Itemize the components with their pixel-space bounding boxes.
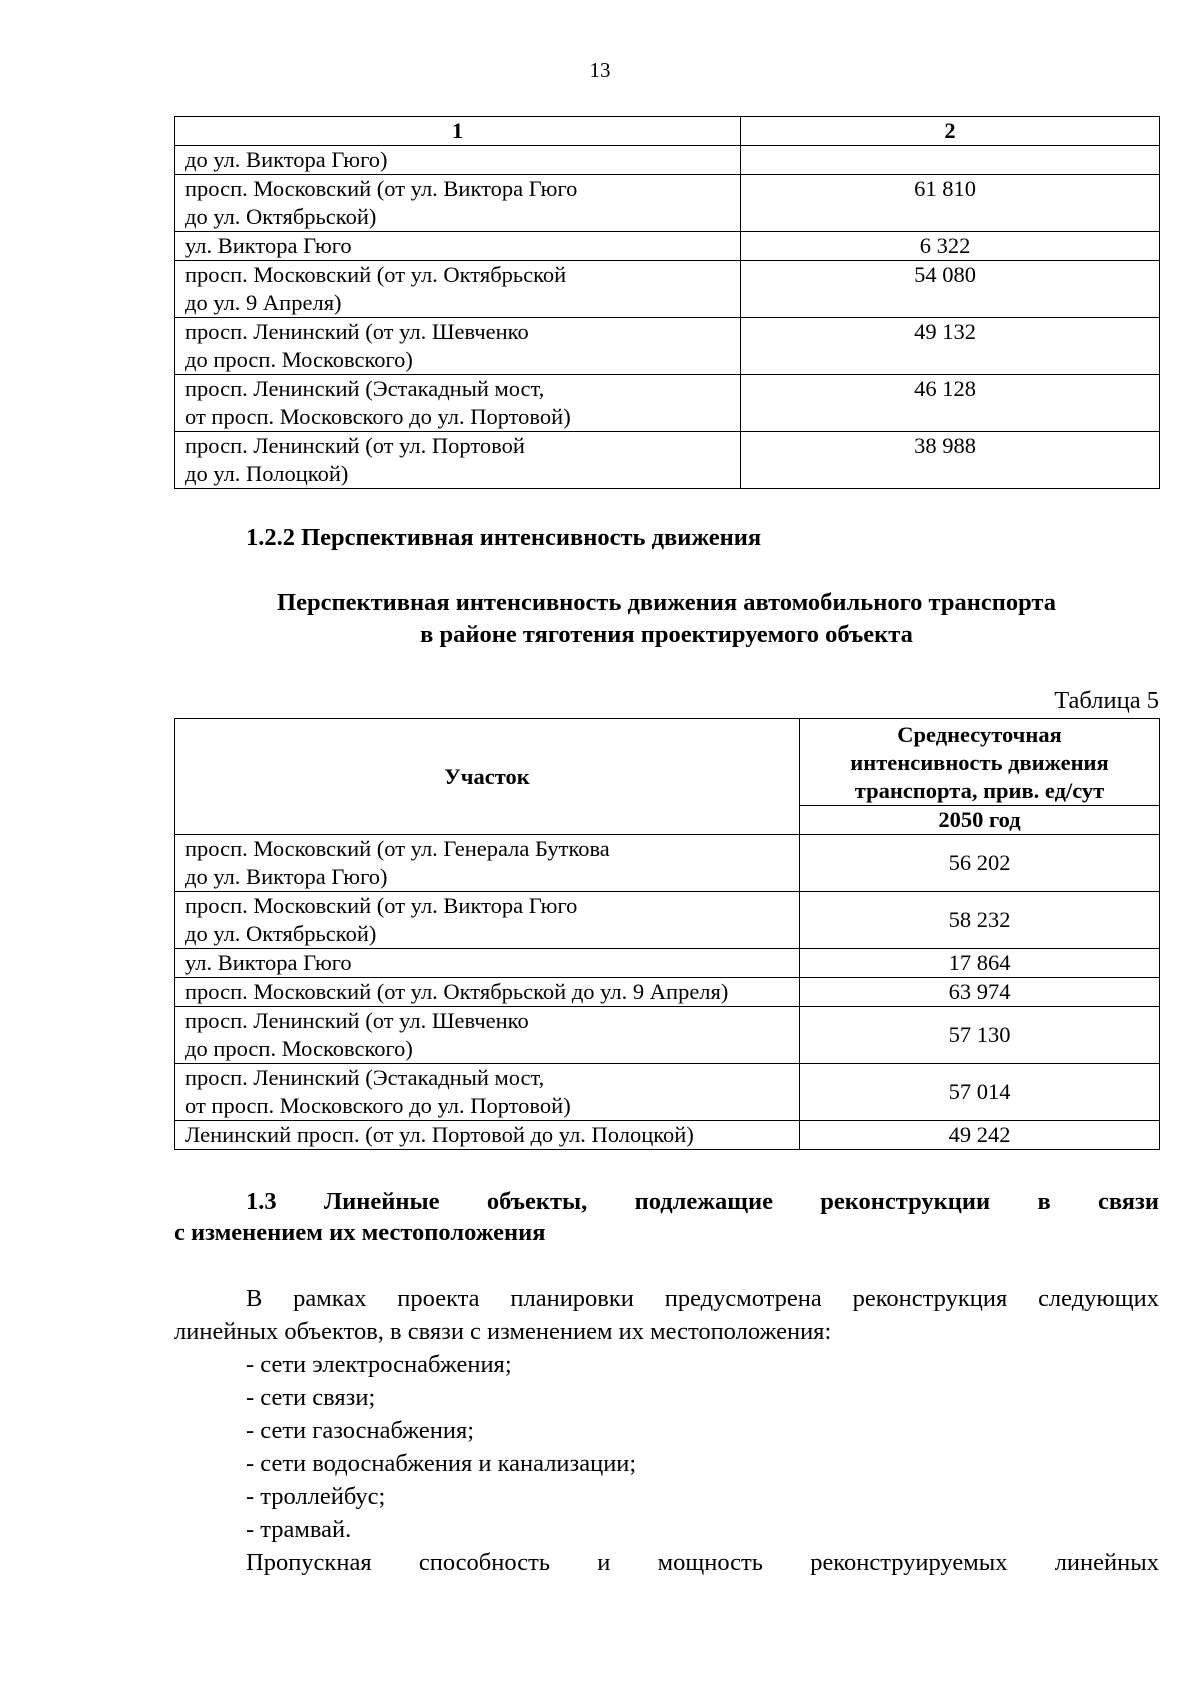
cell-section-name [175,949,800,978]
cell-intensity-value: 46 128 [741,375,1160,432]
cell-intensity-value: 6 322 [741,232,1160,261]
cell-line: просп. Московский (от ул. Виктора Гюго [185,176,578,201]
column-header: 1 [175,117,741,146]
cell-intensity-value: 58 232 [800,892,1160,949]
table-row [175,146,1160,175]
header-line: транспорта, прив. ед/сут [854,778,1105,803]
cell-line: Ленинский просп. (от ул. Портовой до ул. Полоцкой) [185,1122,694,1147]
cell-section-name [175,1121,800,1150]
word: способность [418,1549,550,1576]
table-row [175,318,1160,375]
word: следующих [1038,1285,1159,1312]
cell-section-name [175,432,741,489]
header-line: интенсивность движения [850,750,1109,775]
heading-line [174,1186,1159,1217]
table-row [175,1007,1160,1064]
table-row [175,949,1160,978]
cell-line: до ул. Октябрьской) [185,921,377,946]
cell-line: ул. Виктора Гюго [185,233,352,258]
paragraph [174,1282,1159,1348]
word: 1.3 [246,1188,277,1215]
cell-intensity-value: 49 242 [800,1121,1160,1150]
list-item: - сети газоснабжения; [246,1417,475,1444]
heading-line: с изменением их местоположения [174,1219,546,1246]
column-header-year: 2050 год [800,806,1160,835]
table-row [175,375,1160,432]
column-header-section: Участок [175,719,800,835]
column-header-intensity [800,719,1160,806]
word: подлежащие [634,1188,773,1215]
cell-intensity-value: 49 132 [741,318,1160,375]
paragraph-line [174,1282,1159,1315]
cell-line: до ул. Октябрьской) [185,204,377,229]
section-heading-1-3 [174,1186,1159,1248]
cell-section-name [175,978,800,1007]
paragraph-line: линейных объектов, в связи с изменением их местоположения: [174,1318,832,1345]
section-heading-1-2-2: 1.2.2 Перспективная интенсивность движения [246,524,762,551]
list-item: - сети водоснабжения и канализации; [246,1450,637,1477]
cell-section-name [175,1064,800,1121]
cell-intensity-value: 61 810 [741,175,1160,232]
word: связи [1097,1188,1159,1215]
table-row [175,1064,1160,1121]
cell-line: просп. Ленинский (Эстакадный мост, [185,1065,545,1090]
list-item: - сети электроснабжения; [246,1351,512,1378]
table-row [175,892,1160,949]
table-title-line: в районе тяготения проектируемого объекта [420,621,913,648]
cell-section-name [175,375,741,432]
cell-section-name [175,146,741,175]
cell-line: просп. Ленинский (от ул. Шевченко [185,319,529,344]
paragraph-last-line [246,1546,1159,1579]
cell-line: просп. Московский (от ул. Октябрьской до ул. 9 Апреля) [185,979,729,1004]
table-header-row [175,719,1160,806]
table-row [175,432,1160,489]
column-header: 2 [741,117,1160,146]
table-row [175,261,1160,318]
cell-section-name [175,261,741,318]
cell-intensity-value: 54 080 [741,261,1160,318]
table-row [175,978,1160,1007]
word: и [597,1549,611,1576]
cell-line: до ул. 9 Апреля) [185,290,342,315]
page-number: 13 [589,58,611,82]
cell-intensity-value: 56 202 [800,835,1160,892]
cell-line: от просп. Московского до ул. Портовой) [185,1093,571,1118]
cell-line: до просп. Московского) [185,1036,413,1061]
cell-line: просп. Ленинский (от ул. Шевченко [185,1008,529,1033]
table-title-line: Перспективная интенсивность движения автомобильного транспорта [277,589,1056,616]
table-row [175,1121,1160,1150]
word: реконструируемых [810,1549,1008,1576]
list-item: - трамвай. [246,1516,352,1543]
cell-line: до ул. Виктора Гюго) [185,864,388,889]
cell-intensity-value: 38 988 [741,432,1160,489]
word: предусмотрена [664,1285,822,1312]
word: проекта [397,1285,480,1312]
cell-line: до просп. Московского) [185,347,413,372]
cell-line: просп. Ленинский (от ул. Портовой [185,433,525,458]
traffic-table-forecast [174,718,1160,1150]
word: планировки [510,1285,634,1312]
word: мощность [657,1549,763,1576]
word: в [1037,1188,1051,1215]
table-row [175,175,1160,232]
cell-section-name [175,835,800,892]
cell-line: просп. Московский (от ул. Виктора Гюго [185,893,578,918]
table-number-label: Таблица 5 [1054,687,1159,714]
cell-line: ул. Виктора Гюго [185,950,352,975]
word: Линейные [323,1188,440,1215]
word: реконструкция [852,1285,1008,1312]
cell-intensity-value: 63 974 [800,978,1160,1007]
word: рамках [293,1285,367,1312]
word: линейных [1054,1549,1159,1576]
cell-intensity-value: 57 014 [800,1064,1160,1121]
word: объекты, [486,1188,588,1215]
word: Пропускная [246,1549,372,1576]
list-item: - троллейбус; [246,1483,386,1510]
cell-section-name [175,175,741,232]
table-row [175,232,1160,261]
cell-line: просп. Ленинский (Эстакадный мост, [185,376,545,401]
network-list [246,1348,1146,1546]
cell-line: от просп. Московского до ул. Портовой) [185,404,571,429]
cell-section-name [175,318,741,375]
traffic-table-current [174,116,1160,489]
table-row [175,835,1160,892]
cell-section-name [175,1007,800,1064]
cell-section-name [175,232,741,261]
cell-section-name [175,892,800,949]
header-line: Среднесуточная [897,722,1062,747]
cell-intensity-value: 57 130 [800,1007,1160,1064]
word: В [246,1285,263,1312]
cell-line: до ул. Полоцкой) [185,461,349,486]
cell-line: просп. Московский (от ул. Октябрьской [185,262,567,287]
word: реконструкции [820,1188,991,1215]
cell-line: до ул. Виктора Гюго) [185,147,388,172]
table-title [174,587,1159,651]
cell-line: просп. Московский (от ул. Генерала Буткова [185,836,610,861]
cell-intensity-value [741,146,1160,175]
cell-intensity-value: 17 864 [800,949,1160,978]
list-item: - сети связи; [246,1384,376,1411]
table-header-row [175,117,1160,146]
